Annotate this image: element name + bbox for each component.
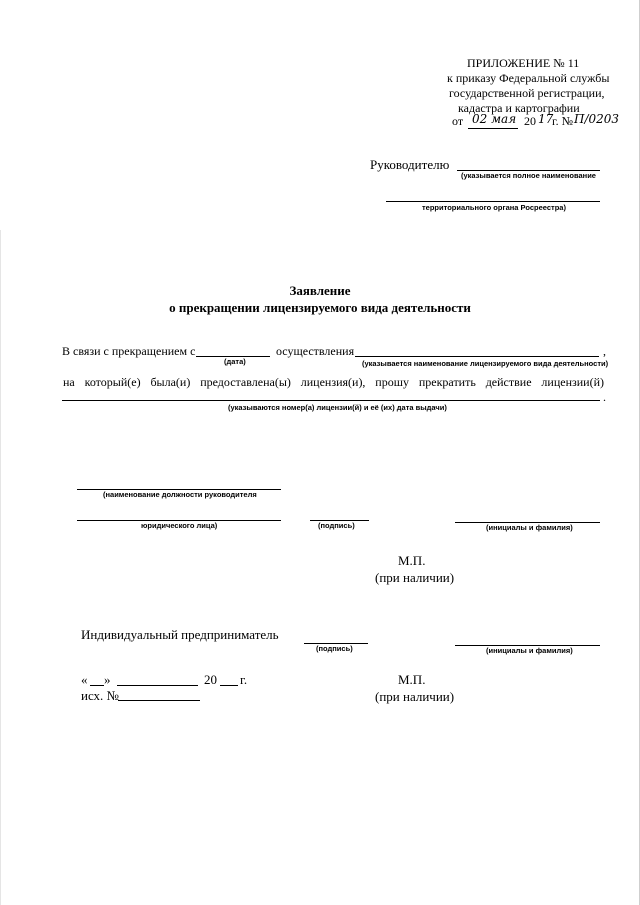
license-field-hint: (указываются номер(а) лицензии(й) и её (их) дата выдачи) xyxy=(228,403,447,412)
para-1-start: В связи с прекращением с xyxy=(62,344,196,358)
footer-ref-line xyxy=(118,700,200,701)
appendix-line-2: государственной регистрации, xyxy=(449,86,605,100)
footer-year-suffix: г. xyxy=(240,672,248,687)
footer-stamp-label: М.П. xyxy=(398,672,426,687)
document-title: Заявление xyxy=(289,283,351,298)
position-field-hint: (наименование должности руководителя xyxy=(103,490,257,499)
footer-year-prefix: 20 xyxy=(204,672,217,687)
addressee-label: Руководителю xyxy=(370,157,450,172)
para-2-text: на который(е) была(и) предоставлена(ы) лицензия(и), прошу прекратить действие лицензии(й) xyxy=(63,375,604,389)
appendix-year-handwritten: 17 xyxy=(538,112,554,126)
license-field-line xyxy=(62,400,600,401)
appendix-date-prefix: от xyxy=(452,114,464,128)
footer-quote-close: » xyxy=(104,672,111,687)
document-subtitle: о прекращении лицензируемого вида деятельности xyxy=(169,300,471,315)
activity-field-line xyxy=(355,356,599,357)
appendix-date-line xyxy=(468,128,518,129)
org-stamp-note: (при наличии) xyxy=(375,570,455,585)
appendix-line-1: к приказу Федеральной службы xyxy=(447,71,610,85)
para-1-mid: осуществления xyxy=(276,344,355,358)
addressee-hint-1: (указывается полное наименование xyxy=(461,171,596,180)
addressee-hint-2: территориального органа Росреестра) xyxy=(422,203,566,212)
footer-day-line xyxy=(90,685,104,686)
entity-field-hint: юридического лица) xyxy=(141,521,218,530)
appendix-title: ПРИЛОЖЕНИЕ № 11 xyxy=(467,56,580,70)
para-3-end: . xyxy=(603,390,606,404)
appendix-year-prefix: 20 xyxy=(524,114,536,128)
ip-signature-hint: (подпись) xyxy=(316,644,353,653)
page-edge-left xyxy=(0,230,1,905)
footer-stamp-note: (при наличии) xyxy=(375,689,455,704)
footer-quote-open: « xyxy=(81,672,88,687)
appendix-line-3: кадастра и картографии xyxy=(458,101,580,115)
org-signature-hint: (подпись) xyxy=(318,521,355,530)
appendix-number-prefix: г. № xyxy=(552,114,574,128)
entrepreneur-label: Индивидуальный предприниматель xyxy=(81,627,279,642)
footer-year-line xyxy=(220,685,238,686)
addressee-line-2 xyxy=(386,201,600,202)
org-stamp-label: М.П. xyxy=(398,553,426,568)
footer-month-line xyxy=(117,685,198,686)
ip-name-hint: (инициалы и фамилия) xyxy=(486,646,573,655)
date-field-hint: (дата) xyxy=(224,357,246,366)
appendix-number-handwritten: П/0203 xyxy=(574,112,620,126)
appendix-date-handwritten: 02 мая xyxy=(472,112,517,126)
para-1-end: , xyxy=(603,344,606,358)
activity-field-hint: (указывается наименование лицензируемого вида деятельности) xyxy=(362,359,609,368)
org-name-hint: (инициалы и фамилия) xyxy=(486,523,573,532)
footer-ref-label: исх. № xyxy=(81,688,119,703)
